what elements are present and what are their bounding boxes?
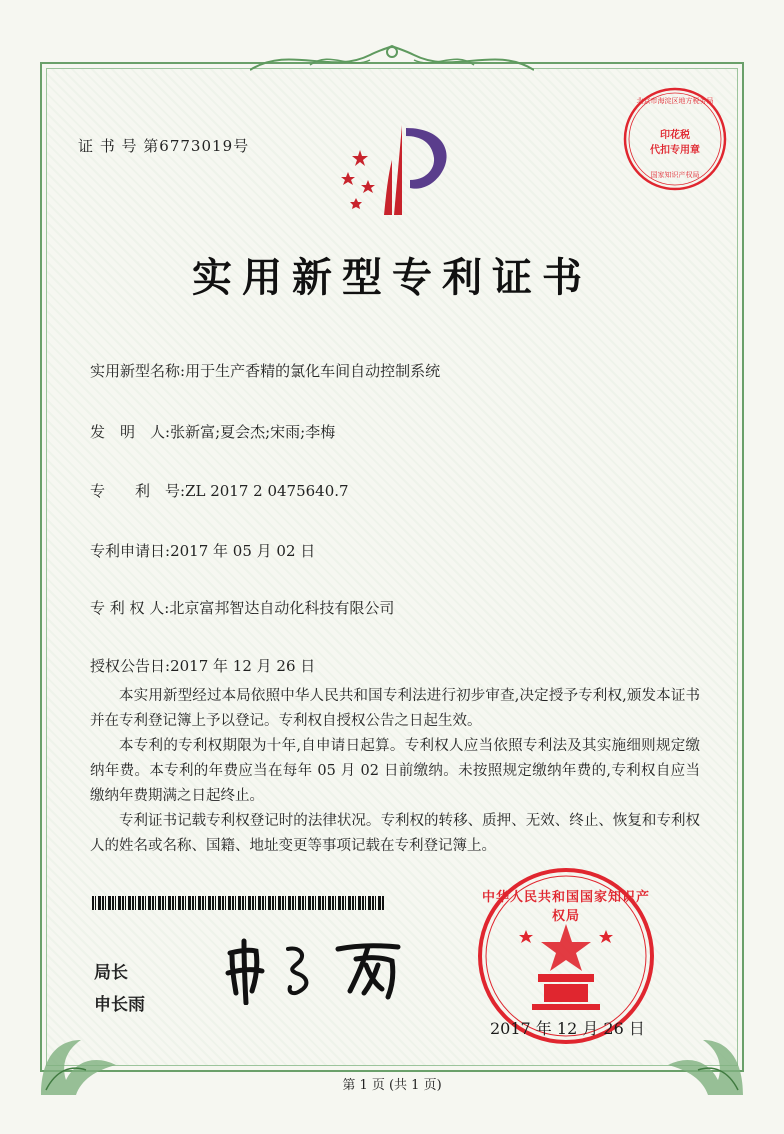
body-paragraph: 专利证书记载专利权登记时的法律状况。专利权的转移、质押、无效、终止、恢复和专利权人的姓名或名称、国籍、地址变更等事项记载在专利登记簿上。	[90, 813, 700, 854]
tax-stamp	[622, 86, 728, 192]
field-application-date-value: 2017 年 05 月 02 日	[170, 542, 316, 560]
field-application-date	[90, 540, 315, 561]
body-paragraph: 本专利的专利权期限为十年,自申请日起算。专利权人应当依照专利法及其实施细则规定缴纳年费。本专利的年费应当在每年 05 月 02 日前缴纳。未按照规定缴纳年费的,专利权自应当缴纳年费期满之日起终止。	[90, 738, 700, 804]
tax-stamp-line2: 印花税	[660, 130, 690, 141]
field-patent-number-label: 专 利 号:	[90, 482, 186, 500]
field-patent-number-value: ZL 2017 2 0475640.7	[185, 482, 349, 500]
field-application-date-label: 专利申请日:	[90, 542, 171, 560]
field-grant-date	[90, 655, 315, 676]
field-patentee-label: 专 利 权 人:	[90, 599, 170, 617]
director-title: 局长	[94, 963, 128, 983]
cnipa-logo-icon	[330, 120, 460, 220]
field-name	[90, 360, 440, 381]
director-signature-icon	[218, 935, 418, 1005]
field-inventors	[90, 421, 335, 442]
director-name: 申长雨	[94, 995, 145, 1015]
field-name-label: 实用新型名称:	[90, 362, 186, 380]
tax-stamp-ring-top: 北京市海淀区地方税务局	[636, 97, 714, 105]
issue-date: 2017 年 12 月 26 日	[490, 1019, 645, 1038]
body-paragraph: 本实用新型经过本局依照中华人民共和国专利法进行初步审查,决定授予专利权,颁发本证书并在专利登记簿上予以登记。专利权自授权公告之日起生效。	[90, 688, 700, 729]
tax-stamp-line3: 代扣专用章	[650, 145, 700, 156]
certificate-body	[90, 684, 700, 859]
field-inventors-label: 发 明 人:	[90, 423, 171, 441]
certificate-title: 实用新型专利证书	[192, 254, 592, 301]
field-grant-date-value: 2017 年 12 月 26 日	[170, 657, 316, 675]
field-patent-number	[90, 480, 349, 501]
page-footer: 第 1 页 (共 1 页)	[342, 1078, 442, 1093]
field-inventors-value: 张新富;夏会杰;宋雨;李梅	[170, 423, 336, 441]
field-name-value: 用于生产香精的氯化车间自动控制系统	[185, 362, 441, 380]
barcode	[92, 896, 384, 910]
seal-ring-text: 中华人民共和国国家知识产权局	[481, 890, 650, 924]
certificate-number: 证 书 号 第6773019号	[78, 137, 250, 155]
top-ornament-icon	[250, 40, 534, 80]
field-patentee	[90, 597, 394, 618]
field-grant-date-label: 授权公告日:	[90, 657, 171, 675]
field-patentee-value: 北京富邦智达自动化科技有限公司	[169, 599, 395, 617]
tax-stamp-ring-bottom: 国家知识产权局	[650, 171, 700, 179]
